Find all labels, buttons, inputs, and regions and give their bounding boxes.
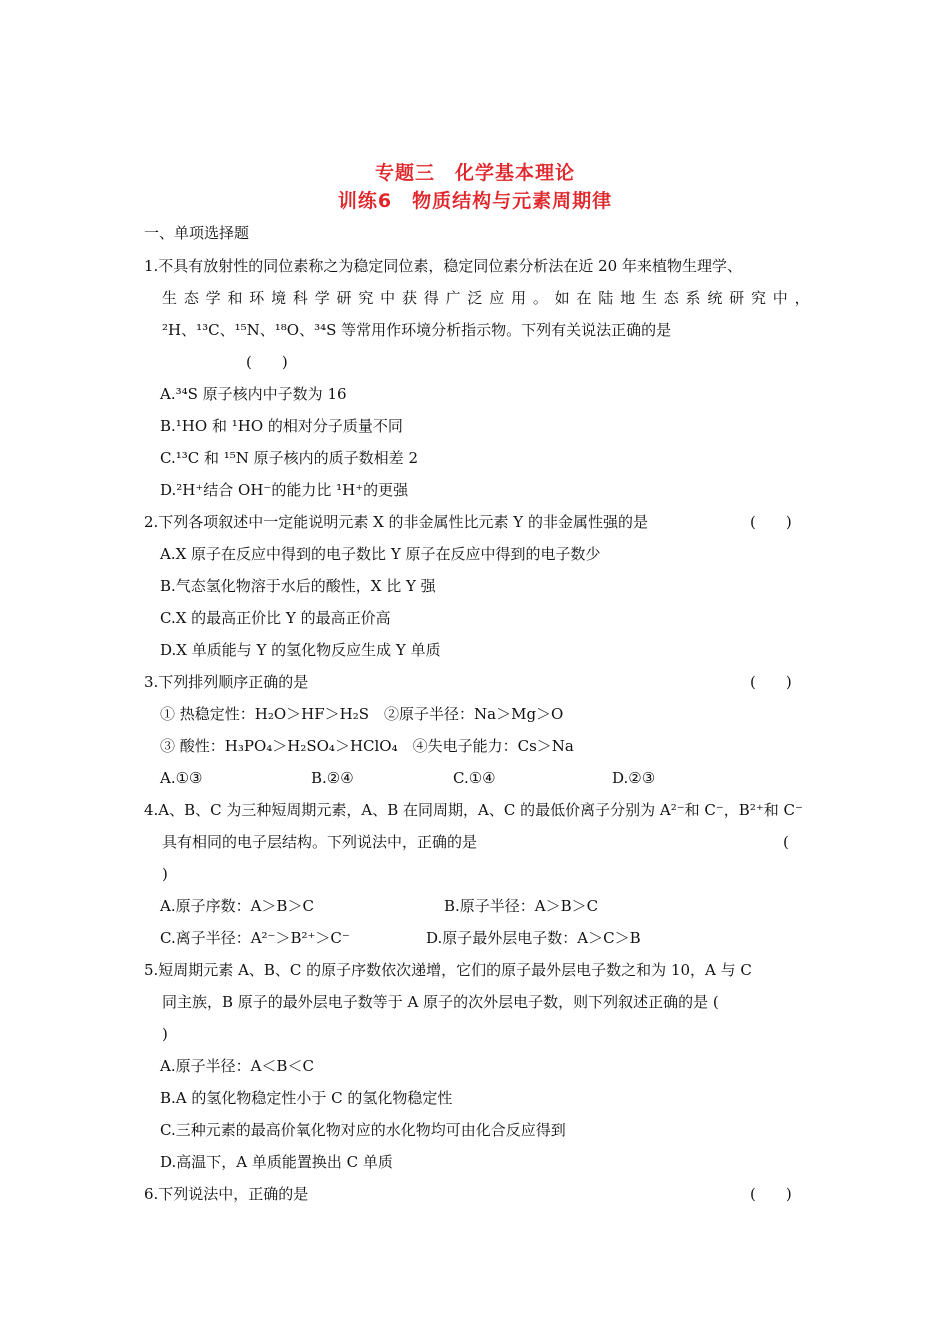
justified-char: 如: [554, 289, 570, 307]
question-3-item-1: ① 热稳定性：H₂O＞HF＞H₂S ②原子半径：Na＞Mg＞O: [160, 705, 564, 723]
justified-char: 陆: [598, 289, 614, 307]
chapter-title: 专题三 化学基本理论: [374, 162, 575, 184]
option-d: D.原子最外层电子数：A＞C＞B: [426, 929, 641, 947]
justified-char: 广: [445, 289, 461, 307]
justified-char: 系: [685, 289, 701, 307]
justified-char: 境: [271, 289, 287, 307]
justified-char: 得: [423, 289, 439, 307]
answer-paren: ( ): [750, 673, 792, 691]
justified-char: 泛: [467, 289, 483, 307]
option-c: C.X 的最高正价比 Y 的最高正价高: [160, 609, 391, 627]
justified-char: 在: [576, 289, 592, 307]
justified-char: 中: [380, 289, 396, 307]
answer-paren: ( ): [750, 1185, 792, 1203]
section-heading: 一、单项选择题: [144, 224, 250, 242]
justified-char: 学: [205, 289, 221, 307]
option-b: B.¹HO 和 ¹HO 的相对分子质量不同: [160, 417, 403, 435]
justified-char: 获: [401, 289, 417, 307]
question-1-line-3: ²H、¹³C、¹⁵N、¹⁸O、³⁴S 等常用作环境分析指示物。下列有关说法正确的是: [162, 321, 672, 339]
justified-char: 生: [162, 289, 178, 307]
justified-char: 环: [249, 289, 265, 307]
option-d: D.X 单质能与 Y 的氢化物反应生成 Y 单质: [160, 641, 441, 659]
justified-char: 学: [314, 289, 330, 307]
answer-paren: ( ): [246, 353, 288, 371]
justified-char: 统: [707, 289, 723, 307]
answer-paren: ( ): [750, 513, 792, 531]
option-d: D.②③: [612, 769, 656, 787]
justified-char: ，: [794, 289, 810, 307]
justified-char: 应: [489, 289, 505, 307]
justified-char: 究: [750, 289, 766, 307]
question-5-line-2: 同主族，B 原子的最外层电子数等于 A 原子的次外层电子数，则下列叙述正确的是 (: [162, 993, 719, 1011]
option-a: A.原子半径：A＜B＜C: [160, 1057, 314, 1075]
option-b: B.②④: [311, 769, 354, 787]
justified-char: 用: [511, 289, 527, 307]
question-5-line-1: 5.短周期元素 A、B、C 的原子序数依次递增，它们的原子最外层电子数之和为 10，A 与 C: [144, 961, 752, 979]
justified-char: 研: [729, 289, 745, 307]
justified-char: 和: [227, 289, 243, 307]
lesson-title: 训练6 物质结构与元素周期律: [337, 190, 613, 212]
option-c: C.离子半径：A²⁻＞B²⁺＞C⁻: [160, 929, 350, 947]
option-b: B.原子半径：A＞B＞C: [444, 897, 599, 915]
question-1-line-1: 1.不具有放射性的同位素称之为稳定同位素，稳定同位素分析法在近 20 年来植物生理学、: [144, 257, 742, 275]
justified-char: 。: [532, 289, 548, 307]
question-4-line-1: 4.A、B、C 为三种短周期元素，A、B 在同周期，A、C 的最低价离子分别为 A²⁻和 C⁻，B²⁺和 C⁻: [144, 801, 803, 819]
option-b: B.气态氢化物溶于水后的酸性，X 比 Y 强: [160, 577, 436, 595]
justified-char: 中: [772, 289, 788, 307]
question-1-line-2: [162, 288, 810, 308]
justified-char: 生: [641, 289, 657, 307]
option-c: C.¹³C 和 ¹⁵N 原子核内的质子数相差 2: [160, 449, 418, 467]
question-3-item-2: ③ 酸性：H₃PO₄＞H₂SO₄＞HClO₄ ④失电子能力：Cs＞Na: [160, 737, 574, 755]
answer-paren-close: ): [162, 1025, 168, 1043]
justified-char: 态: [663, 289, 679, 307]
answer-paren-open: (: [783, 833, 789, 851]
justified-char: 地: [620, 289, 636, 307]
justified-char: 研: [336, 289, 352, 307]
question-4-line-2: 具有相同的电子层结构。下列说法中，正确的是: [162, 833, 478, 851]
answer-paren-close: ): [162, 865, 168, 883]
question-3-stem: 3.下列排列顺序正确的是: [144, 673, 309, 691]
option-c: C.三种元素的最高价氧化物对应的水化物均可由化合反应得到: [160, 1121, 566, 1139]
question-6-stem: 6.下列说法中，正确的是: [144, 1185, 309, 1203]
option-d: D.高温下，A 单质能置换出 C 单质: [160, 1153, 393, 1171]
option-a: A.³⁴S 原子核内中子数为 16: [160, 385, 347, 403]
question-2-stem: 2.下列各项叙述中一定能说明元素 X 的非金属性比元素 Y 的非金属性强的是: [144, 513, 648, 531]
option-b: B.A 的氢化物稳定性小于 C 的氢化物稳定性: [160, 1089, 453, 1107]
option-d: D.²H⁺结合 OH⁻的能力比 ¹H⁺的更强: [160, 481, 409, 499]
option-a: A.原子序数：A＞B＞C: [160, 897, 314, 915]
justified-char: 科: [292, 289, 308, 307]
option-c: C.①④: [453, 769, 496, 787]
justified-char: 态: [183, 289, 199, 307]
justified-char: 究: [358, 289, 374, 307]
option-a: A.X 原子在反应中得到的电子数比 Y 原子在反应中得到的电子数少: [160, 545, 601, 563]
option-a: A.①③: [160, 769, 203, 787]
